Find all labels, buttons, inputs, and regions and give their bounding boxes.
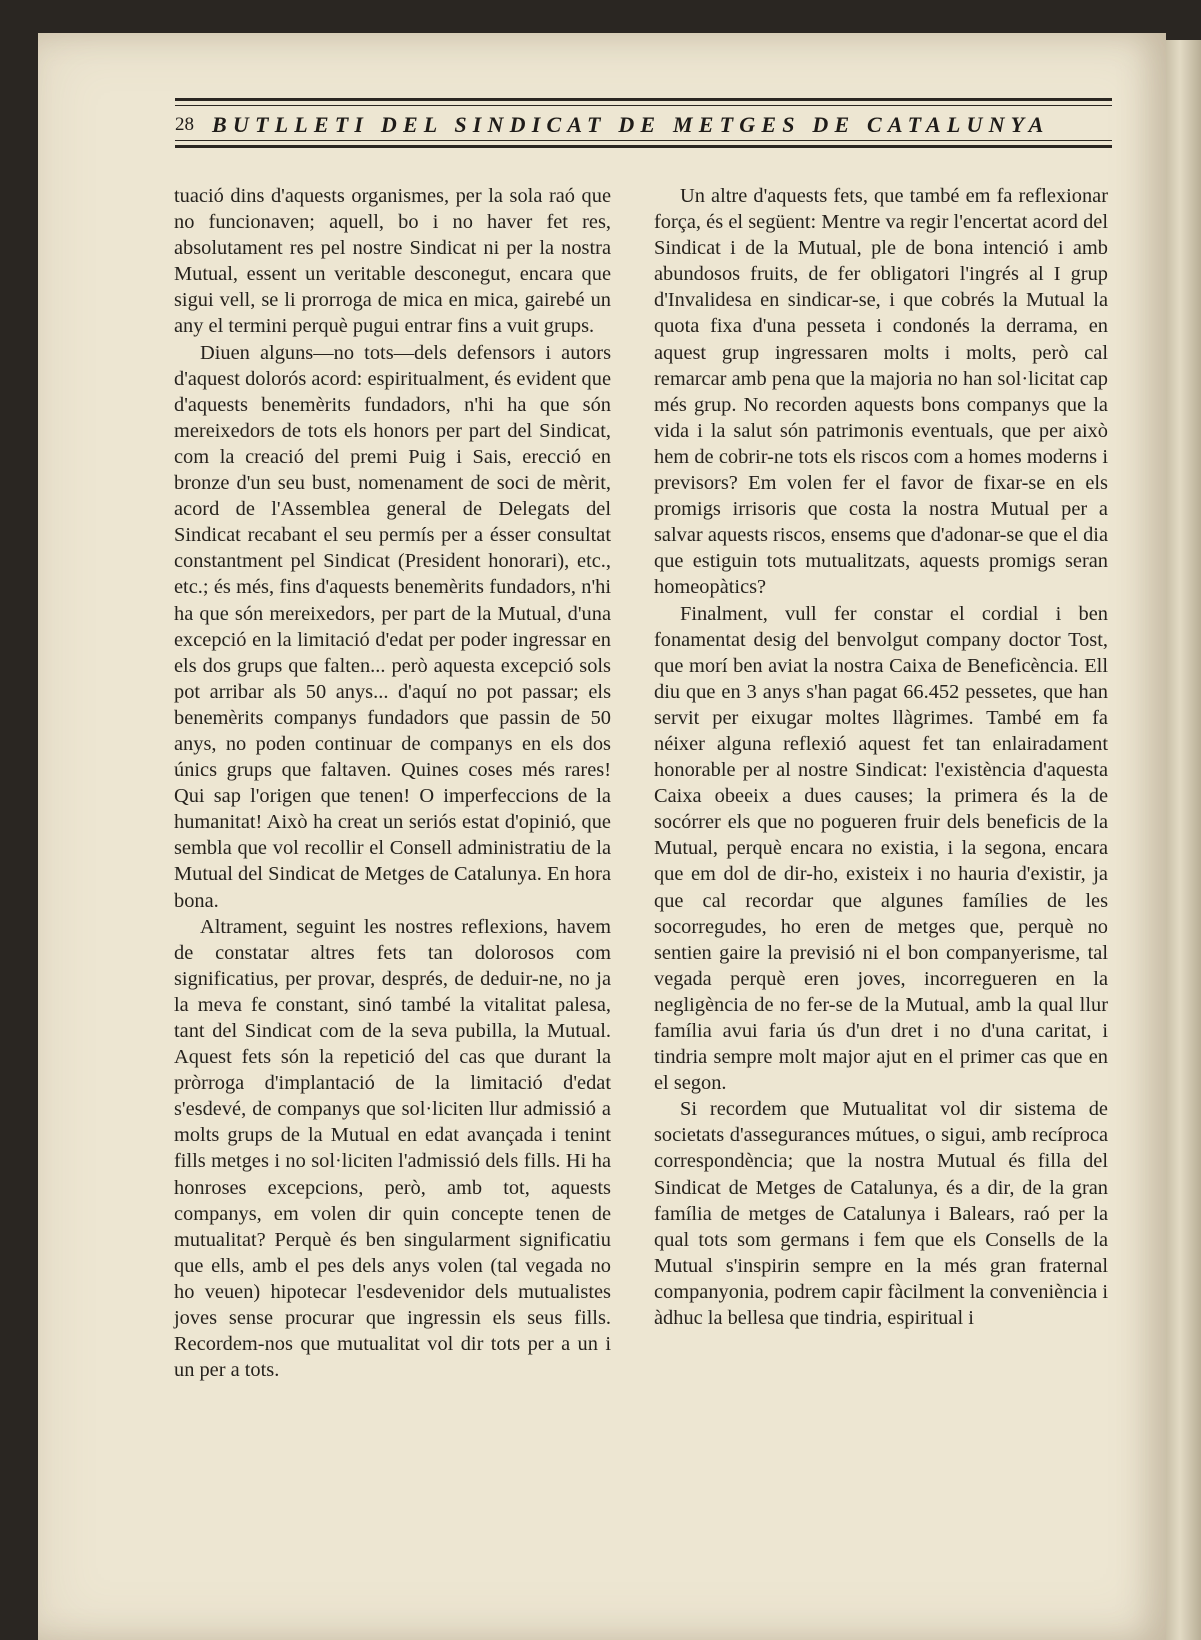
page-header <box>175 88 1112 158</box>
paragraph: tuació dins d'aquests organismes, per la sola raó que no funcionaven; aquell, bo i no haver fet res, absolutament res pel nostre Sindicat ni per la nostra Mutual, essent un veritable desconegut, encara que sigui vell, se li prorroga de mica en mica, gairebé un any el termini perquè pugui entrar fins a vuit grups. <box>174 185 611 338</box>
left-column <box>174 183 611 1383</box>
paragraph: Finalment, vull fer constar el cordial i ben fonamentat desig del benvolgut company doctor Tost, que morí ben aviat la nostra Caixa de Beneficència. Ell diu que en 3 anys s'han pagat 66.452 pessetes, que han servit per eixugar moltes llàgrimes. També em fa néixer alguna reflexió aquest fet tan enlairadament honorable per al nostre Sindicat: l'existència d'aquesta Caixa obeeix a dues causes; la primera és la de socórrer els que no pogueren fruir dels beneficis de la Mutual, perquè encara no existia, i la segona, encara que em dol de dir-ho, existeix i no hauria d'existir, ja que cal recordar que algunes famílies de les socorregudes, ho eren de metges que, perquè no sentien gaire la previsió ni el bon companyerisme, tal vegada perquè eren joves, incorregueren en la negligència de no fer-se de la Mutual, amb la qual llur família avui faria ús d'un dret i no d'una caritat, i tindria sempre molt major ajut en el primer cas que en el segon. <box>654 602 1108 1095</box>
header-line <box>175 112 1112 138</box>
adjacent-page-edge <box>1166 40 1201 1640</box>
header-rule-bottom <box>175 145 1112 148</box>
right-column <box>654 183 1108 1331</box>
paragraph: Diuen alguns—no tots—dels defensors i autors d'aquest dolorós acord: espiritualment, és evident que d'aquests benemèrits fundadors, n'hi ha que són mereixedors de tots els honors per part del Sindicat, com la creació del premi Puig i Sais, erecció en bronze d'un seu bust, nomenament de soci de mèrit, acord de l'Assemblea general de Delegats del Sindicat recabant el seu permís per a ésser consultat constantment pel Sindicat (President honorari), etc., etc.; és més, fins d'aquests benemèrits fundadors, n'hi ha que són mereixedors, per part de la Mutual, d'una excepció en la limitació d'edat per poder ingressar en els dos grups que falten... però aquesta excepció sols pot arribar als 50 anys... d'aquí no pot passar; els benemèrits companys fundadors que passin de 50 anys, no poden continuar de companys en els dos únics grups que faltaven. Quines coses més rares! Qui sap l'origen que tenen! O imperfeccions de la humanitat! Això ha creat un seriós estat d'opinió, que sembla que vol recollir el Consell administratiu de la Mutual del Sindicat de Metges de Catalunya. En hora bona. <box>174 341 611 912</box>
header-rule-top-thin <box>175 105 1112 106</box>
page-number: 28 <box>175 114 194 135</box>
paragraph: Altrament, seguint les nostres reflexions, havem de constatar altres fets tan dolorosos com significatius, per provar, després, de deduir-ne, no ja la meva fe constant, sinó també la vitalitat palesa, tant del Sindicat com de la seva pubilla, la Mutual. Aquest fets són la repetició del cas que durant la pròrroga d'implantació de la limitació d'edat s'esdevé, de companys que sol·liciten llur admissió a molts grups de la Mutual en edat avançada i tenint fills metges i no sol·liciten l'admissió dels fills. Hi ha honroses excepcions, però, amb tot, aquests companys, em volen dir quin concepte tenen de mutualitat? Perquè és ben singularment significatiu que ells, amb el pes dels anys volen (tal vegada no ho veuen) hipotecar l'esdevenidor dels mutualistes joves sense procurar que ingressin els seus fills. Recordem-nos que mutualitat vol dir tots per a un i un per a tots. <box>174 915 611 1382</box>
running-title: BUTLLETI DEL SINDICAT DE METGES DE CATALUNYA <box>212 112 1050 137</box>
header-rule-bottom-thin <box>175 140 1112 141</box>
paragraph: Un altre d'aquests fets, que també em fa reflexionar força, és el següent: Mentre va regir l'encertat acord del Sindicat i de la Mutual, ple de bona intenció i amb abundosos fruits, de fer obligatori l'ingrés al I grup d'Invalidesa en sindicar-se, i que cobrés la Mutual la quota fixa d'una pesseta i condonés la derrama, en aquest grup ingressaren molts i molts, però cal remarcar amb pena que la majoria no han sol·licitat cap més grup. No recorden aquests bons companys que la vida i la salut són patrimonis eventuals, que per això hem de cobrir-ne tots els riscos com a homes moderns i previsors? Em volen fer el favor de fixar-se en els promigs irrisoris que costa la nostra Mutual per a salvar aquests riscos, ensems que d'adonar-se que el dia que estiguin tots mutualitzats, aquests promigs seran homeopàtics? <box>654 185 1108 599</box>
header-rule-top <box>175 98 1112 101</box>
paragraph: Si recordem que Mutualitat vol dir sistema de societats d'assegurances mútues, o sigui, amb recíproca correspondència; que la nostra Mutual és filla del Sindicat de Metges de Catalunya, és a dir, de la gran família de metges de Catalunya i Balears, raó per la qual tots som germans i fem que els Consells de la Mutual s'inspirin sempre en la més gran fraternal companyonia, podrem capir fàcilment la conveniència i àdhuc la bellesa que tindria, espiritual i <box>654 1098 1108 1330</box>
